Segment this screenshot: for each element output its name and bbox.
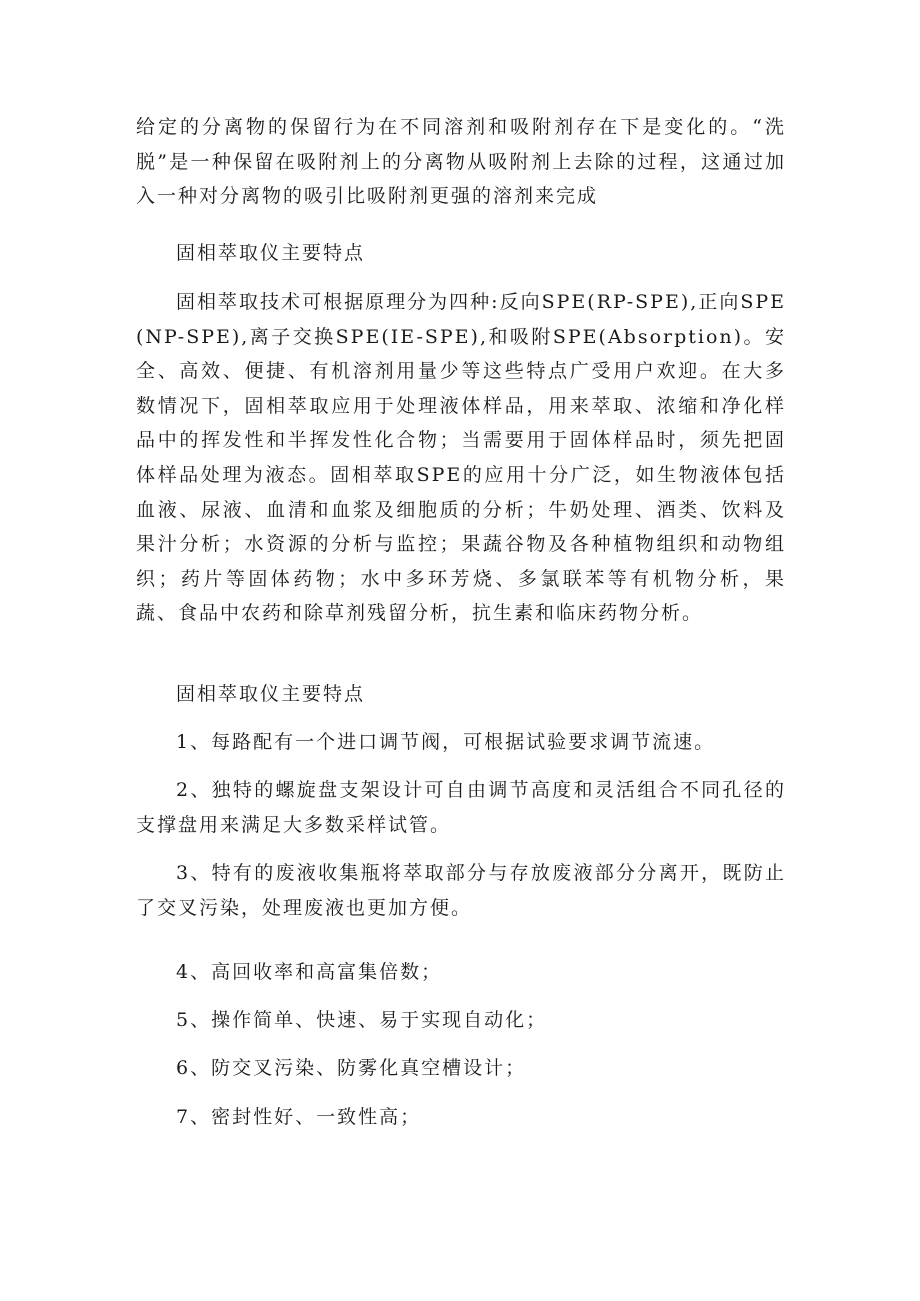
intro-paragraph: 给定的分离物的保留行为在不同溶剂和吸附剂存在下是变化的。“洗脱”是一种保留在吸附剂上的分离物从吸附剂上去除的过程，这通过加入一种对分离物的吸引比吸附剂更强的溶剂来完成 — [136, 116, 786, 208]
feature-item-4: 4、高回收率和高富集倍数； — [176, 961, 443, 983]
section-heading: 固相萃取仪主要特点 — [176, 242, 366, 264]
feature-item-5: 5、操作简单、快速、易于实现自动化； — [176, 1009, 548, 1031]
feature-item-3: 3、特有的废液收集瓶将萃取部分与存放废液部分分离开，既防止了交叉污染，处理废液也更加方便。 — [136, 862, 786, 919]
feature-item-7: 7、密封性好、一致性高； — [176, 1106, 422, 1128]
feature-item-1: 1、每路配有一个进口调节阀，可根据试验要求调节流速。 — [176, 731, 716, 753]
section-heading: 固相萃取仪主要特点 — [176, 683, 366, 705]
feature-item-6: 6、防交叉污染、防雾化真空槽设计； — [176, 1057, 527, 1079]
feature-item-2: 2、独特的螺旋盘支架设计可自由调节高度和灵活组合不同孔径的支撑盘用来满足大多数采样试管。 — [136, 779, 786, 836]
body-paragraph: 固相萃取技术可根据原理分为四种:反向SPE(RP-SPE),正向SPE(NP-SPE),离子交换SPE(IE-SPE),和吸附SPE(Absorption)。安全、高效、便捷、有机溶剂用量少等这些特点广受用户欢迎。在大多数情况下，固相萃取应用于处理液体样品，用来萃取、浓缩和净化样品中的挥发性和半挥发性化合物；当需要用于固体样品时，须先把固体样品处理为液态。固相萃取SPE的应用十分广泛，如生物液体包括血液、尿液、血清和血浆及细胞质的分析；牛奶处理、酒类、饮料及果汁分析；水资源的分析与监控；果蔬谷物及各种植物组织和动物组织；药片等固体药物；水中多环芳烧、多氯联苯等有机物分析，果蔬、食品中农药和除草剂残留分析，抗生素和临床药物分析。 — [136, 291, 786, 625]
